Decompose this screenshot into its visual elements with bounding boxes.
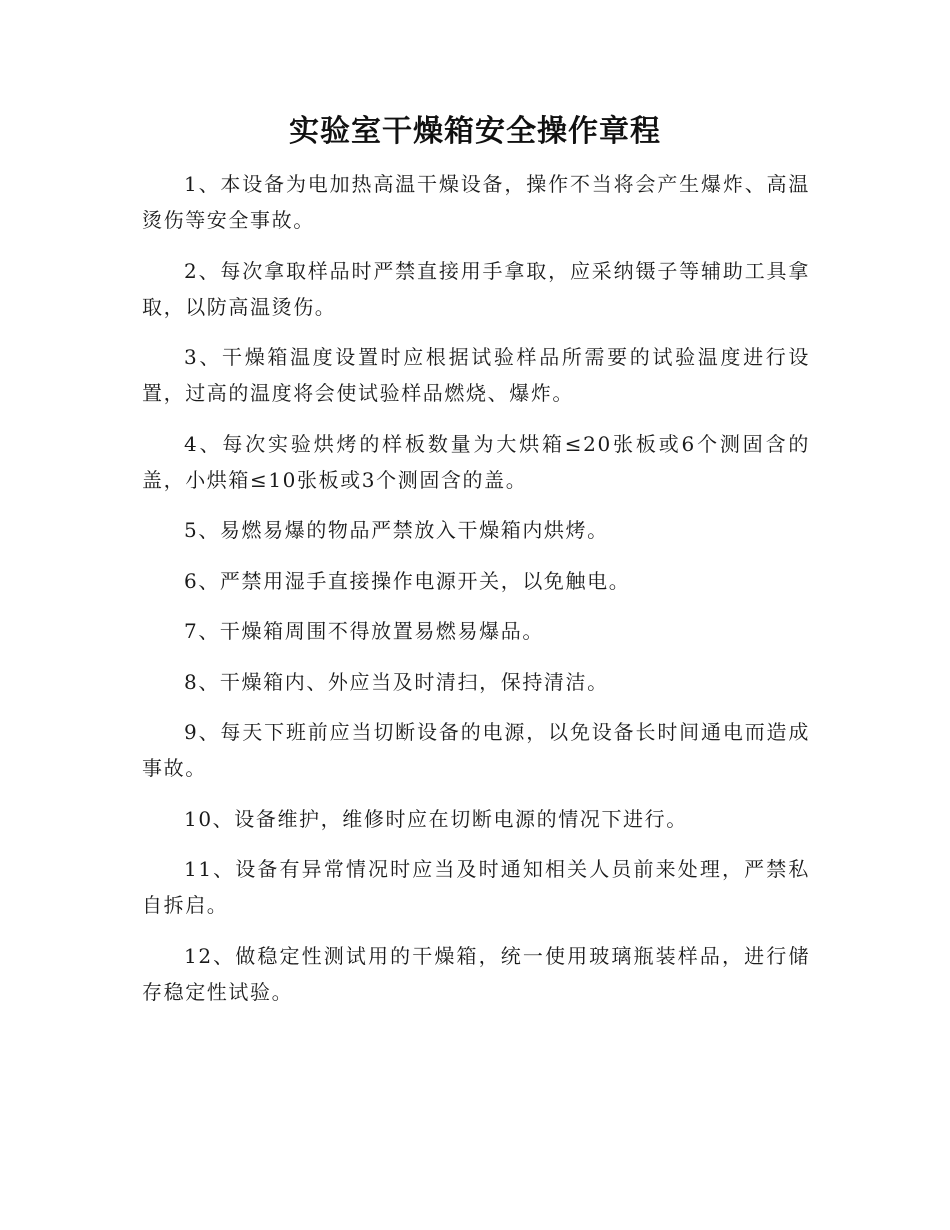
rule-paragraph-11: 11、设备有异常情况时应当及时通知相关人员前来处理，严禁私自拆启。	[142, 857, 810, 917]
rule-paragraph-10: 10、设备维护，维修时应在切断电源的情况下进行。	[184, 806, 688, 831]
rule-paragraph-9: 9、每天下班前应当切断设备的电源，以免设备长时间通电而造成事故。	[142, 720, 810, 780]
rule-paragraph-7: 7、干燥箱周围不得放置易燃易爆品。	[184, 619, 544, 643]
rule-paragraph-5: 5、易燃易爆的物品严禁放入干燥箱内烘烤。	[184, 518, 609, 542]
rule-paragraph-1: 1、本设备为电加热高温干燥设备，操作不当将会产生爆炸、高温烫伤等安全事故。	[142, 172, 810, 232]
rule-paragraph-4: 4、每次实验烘烤的样板数量为大烘箱≤20张板或6个测固含的盖，小烘箱≤10张板或3个测固含的盖。	[142, 431, 810, 492]
rule-paragraph-6: 6、严禁用湿手直接操作电源开关，以免触电。	[184, 568, 631, 593]
document-body	[142, 166, 810, 1024]
rule-paragraph-2: 2、每次拿取样品时严禁直接用手拿取，应采纳镊子等辅助工具拿取，以防高温烫伤。	[142, 258, 810, 319]
rule-paragraph-3: 3、干燥箱温度设置时应根据试验样品所需要的试验温度进行设置，过高的温度将会使试验样品燃烧、爆炸。	[142, 345, 810, 405]
rule-paragraph-12: 12、做稳定性测试用的干燥箱，统一使用玻璃瓶装样品，进行储存稳定性试验。	[142, 943, 810, 1004]
rule-paragraph-8: 8、干燥箱内、外应当及时清扫，保持清洁。	[184, 669, 609, 694]
document-title: 实验室干燥箱安全操作章程	[289, 114, 661, 149]
